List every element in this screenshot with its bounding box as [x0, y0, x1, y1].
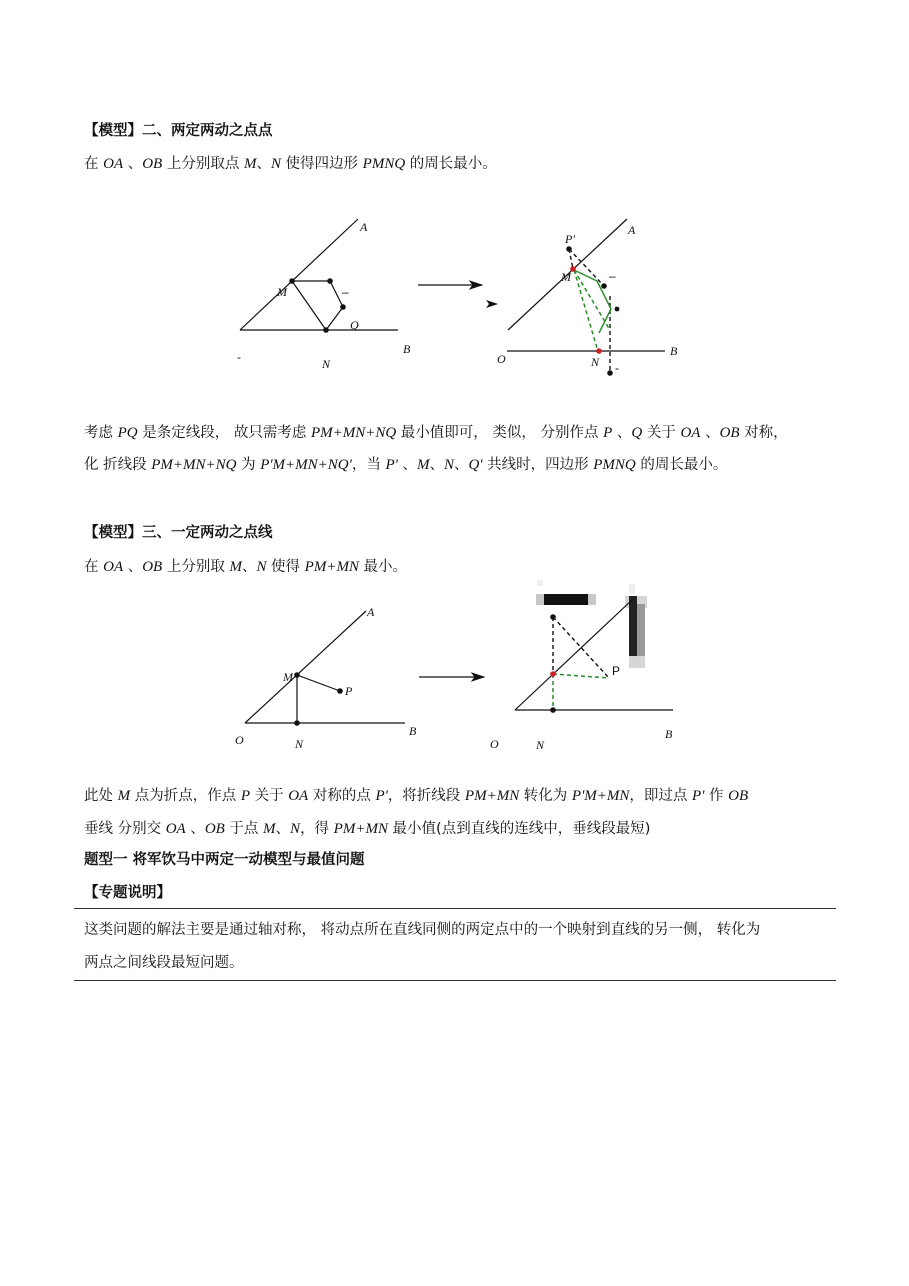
- label-p: P: [345, 684, 353, 698]
- green-dashed-mp: [553, 674, 609, 678]
- point-m: [550, 671, 556, 677]
- fig3-right: [490, 580, 673, 752]
- point-n: [550, 707, 556, 713]
- section2-explain-line2: 化 折线段 PM+MN+NQ 为 P'M+MN+NQ'，当 P' 、M、N、Q' 共线时，四边形 PMNQ 的周长最小。: [84, 457, 728, 473]
- point-q: [340, 304, 346, 310]
- section2-heading: 【模型】二、两定两动之点点: [84, 123, 273, 139]
- label-o: O: [490, 737, 499, 751]
- segment-qn: [326, 307, 343, 330]
- point-p: [327, 278, 333, 284]
- point-q-prime: [607, 370, 613, 376]
- blurred-label: [629, 596, 637, 656]
- box-top-rule: [74, 908, 836, 909]
- green-solid-3: [599, 309, 611, 333]
- topic-box-line1: 这类问题的解法主要是通过轴对称， 将动点所在直线同侧的两定点中的一个映射到直线的另一侧， 转化为: [84, 922, 761, 938]
- fig3-left: [235, 605, 417, 751]
- section3-explain-line1: 此处 M 点为折点，作点 P 关于 OA 对称的点 P'，将折线段 PM+MN 转化为 P'M+MN，即过点 P' 作 OB: [84, 788, 749, 804]
- ray-oa: [245, 611, 366, 723]
- label-m: M: [283, 670, 293, 684]
- section3-heading: 【模型】三、一定两动之点线: [84, 525, 273, 541]
- section3-problem: 在 OA 、OB 上分别取 M、N 使得 PM+MN 最小。: [84, 559, 408, 575]
- blurred-label: [544, 594, 588, 605]
- label-n: N: [591, 355, 600, 369]
- point-p-prime: [550, 614, 556, 620]
- point-p-prime: [566, 246, 572, 252]
- label-a: A: [628, 223, 636, 237]
- point-n: [323, 327, 329, 333]
- point-n: [596, 348, 602, 354]
- label-p: P: [612, 664, 621, 678]
- topic-box-line2: 两点之间线段最短问题。: [84, 955, 244, 971]
- arrow-head-fragment: [486, 300, 498, 308]
- blurred-label: [629, 656, 645, 668]
- point-m: [570, 266, 576, 272]
- label-n: N: [536, 738, 545, 752]
- label-a: A: [360, 220, 368, 234]
- segment-mp: [297, 675, 340, 691]
- blurred-label: [537, 580, 543, 586]
- point-m: [294, 672, 300, 678]
- fig2-left: [237, 219, 411, 371]
- ray-oa: [240, 219, 358, 330]
- point-q: [615, 307, 620, 312]
- box-bottom-rule: [74, 980, 836, 981]
- topic-subheading: 【专题说明】: [84, 885, 171, 901]
- label-n: N: [295, 737, 304, 751]
- label-minus: –: [609, 269, 616, 283]
- label-b: B: [670, 344, 678, 358]
- label-minus: –: [342, 285, 349, 299]
- label-b: B: [665, 727, 673, 741]
- label-b: B: [403, 342, 411, 356]
- point-p: [601, 283, 607, 289]
- label-minus2: -: [615, 361, 619, 375]
- green-dashed-mn: [574, 270, 597, 348]
- label-n: N: [322, 357, 331, 371]
- label-a: A: [367, 605, 375, 619]
- section2-problem: 在 OA 、OB 上分别取点 M、N 使得四边形 PMNQ 的周长最小。: [84, 156, 497, 172]
- point-m: [289, 278, 295, 284]
- section2-explain-line1: 考虑 PQ 是条定线段， 故只需考虑 PM+MN+NQ 最小值即可， 类似， 分别作点 P 、Q 关于 OA 、OB 对称，: [84, 425, 788, 441]
- topic-title: 题型一 将军饮马中两定一动模型与最值问题: [84, 852, 365, 868]
- label-tick: -: [237, 350, 241, 364]
- label-m: M: [277, 285, 287, 299]
- point-n: [294, 720, 300, 726]
- section3-explain-line2: 垂线 分别交 OA 、OB 于点 M、N，得 PM+MN 最小值(点到直线的连线中，垂线段最短): [84, 821, 651, 837]
- segment-mn: [292, 281, 326, 330]
- blurred-label: [637, 604, 645, 660]
- blurred-label: [629, 584, 635, 594]
- label-p-prime: P': [565, 232, 575, 246]
- ray-oa: [515, 599, 633, 710]
- label-q: Q: [350, 318, 359, 332]
- point-p: [337, 688, 343, 694]
- label-b: B: [409, 724, 417, 738]
- label-o: O: [235, 733, 244, 747]
- label-m: M: [561, 270, 571, 284]
- fig2-right: [497, 219, 678, 376]
- label-o: O: [497, 352, 506, 366]
